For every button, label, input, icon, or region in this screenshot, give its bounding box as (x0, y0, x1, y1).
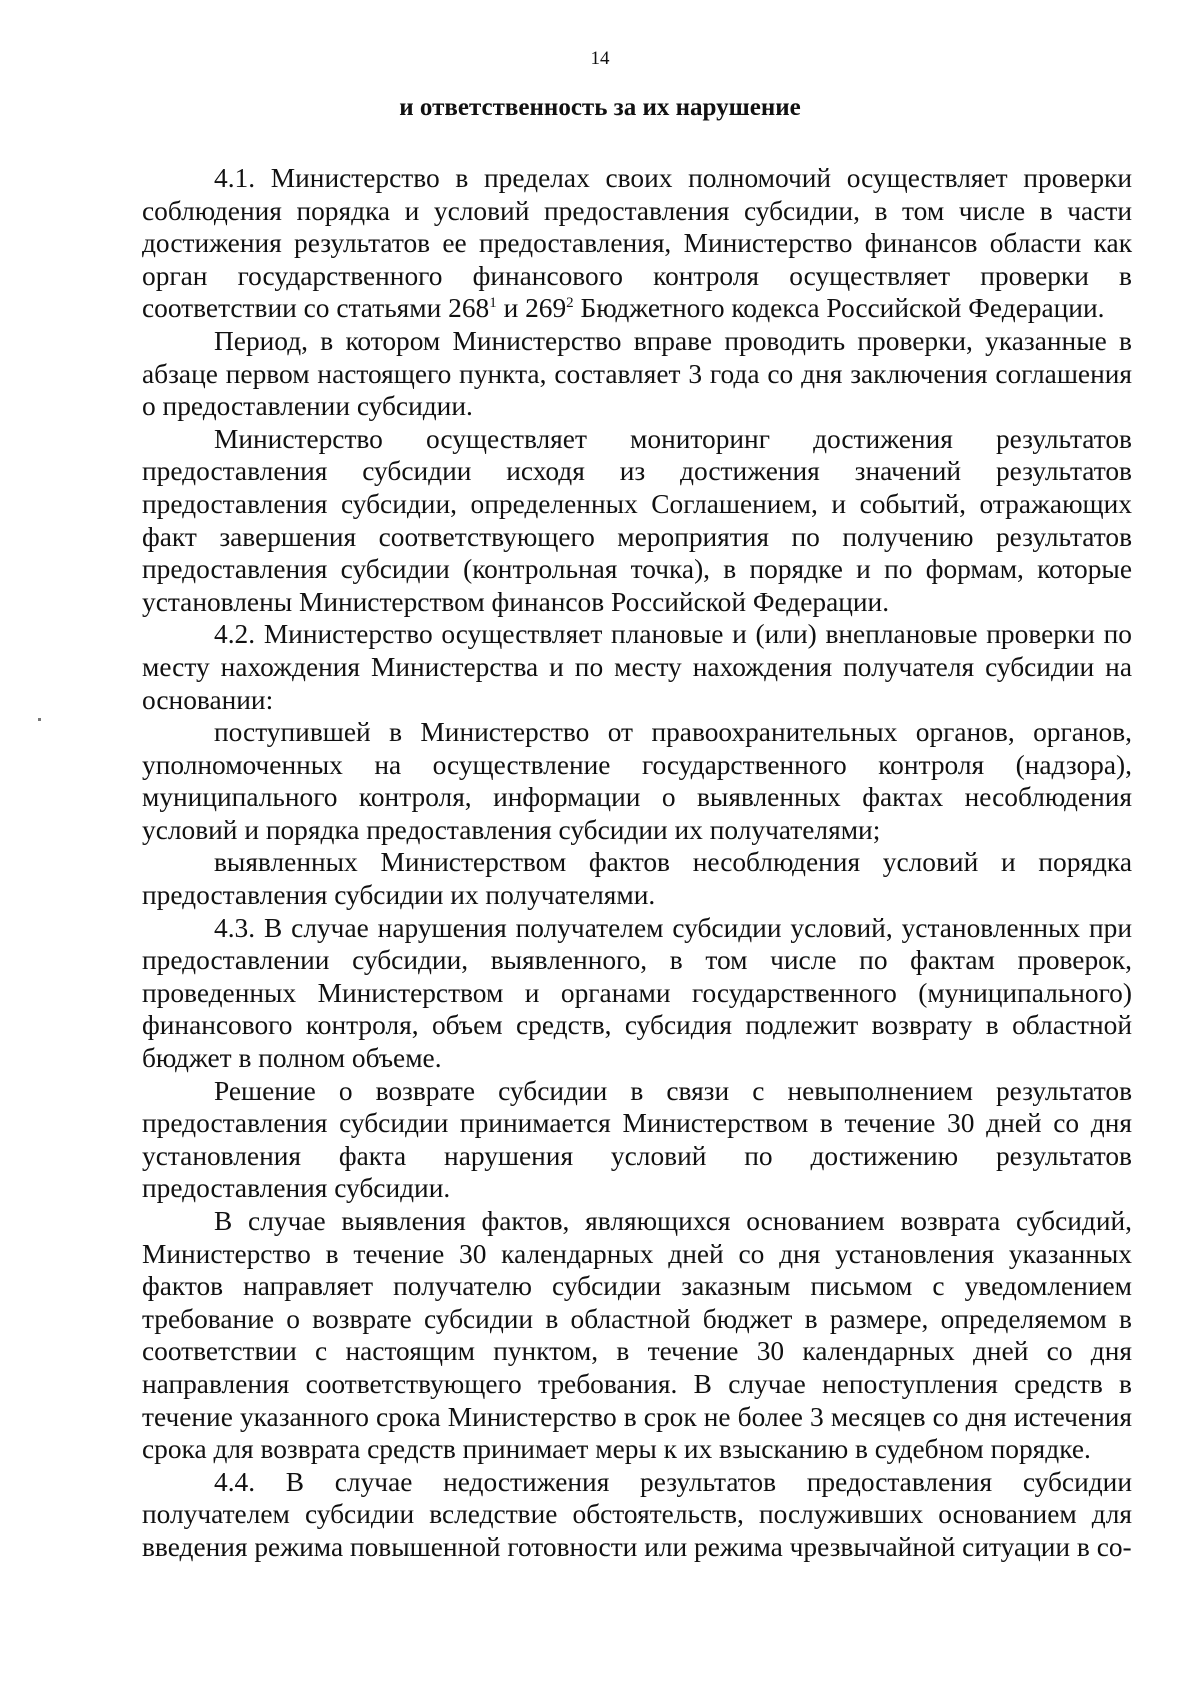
page-number: 14 (590, 48, 610, 69)
paragraph-text: Период, в котором Министерство вправе проводить проверки, указанные в абзаце первом настоящего пункта, составляет 3 года со дня заключения соглашения о предоставлении субсидии. (142, 325, 1132, 422)
paragraph (142, 618, 1132, 716)
paragraph-text: 4.4. В случае недостижения результатов предоставления субсидии получателем субсидии вследствие обстоятельств, послуживших основанием для введения режима повышенной готовности или режима чрезвычайной ситуации в со- (142, 1466, 1132, 1562)
scan-speck (38, 718, 41, 721)
paragraph-text: и 269 (496, 293, 567, 324)
paragraph (142, 716, 1132, 846)
paragraph-text: Решение о возврате субсидии в связи с невыполнением результатов предоставления субсидии принимается Министерством в течение 30 дней со дня установления факта нарушения условий по достижению результатов предоставления субсидии. (142, 1075, 1132, 1204)
paragraph (142, 1205, 1132, 1466)
paragraph (142, 846, 1132, 911)
section-heading: и ответственность за их нарушение (399, 94, 801, 121)
paragraph (142, 1466, 1132, 1564)
paragraph-text: поступившей в Министерство от правоохранительных органов, органов, уполномоченных на осуществление государственного контроля (надзора), муниципального контроля, информации о выявленных фактах несоблюдения условий и порядка предоставления субсидии их получателями; (142, 717, 1132, 845)
paragraph (142, 162, 1132, 325)
paragraph (142, 912, 1132, 1075)
paragraph-text: В случае выявления фактов, являющихся основанием возврата субсидий, Министерство в течение 30 календарных дней со дня установления указанных фактов направляет получателю субсидии заказным письмом с уведомлением требование о возврате субсидии в областной бюджет в размере, определяемом в соответствии с настоящим пунктом, в течение 30 календарных дней со дня направления соответствующего требования. В случае непоступления средств в течение указанного срока Министерство в срок не более 3 месяцев со дня истечения срока для возврата средств принимает меры к их взысканию в судебном порядке. (142, 1206, 1132, 1465)
paragraph-text: 4.1. Министерство в пределах своих полномочий осуществляет проверки соблюдения порядка и условий предоставления субсидии, в том числе в части достижения результатов ее предоставления, Министерство финансов области как орган государственного финансового контроля осуществляет проверки в соответствии со статьями 268 (142, 163, 1132, 324)
paragraph-text: 4.2. Министерство осуществляет плановые и (или) внеплановые проверки по месту нахождения Министерства и по месту нахождения получателя субсидии на основании: (142, 619, 1132, 715)
paragraph (142, 423, 1132, 619)
paragraph-text: Министерство осуществляет мониторинг достижения результатов предоставления субсидии исходя из достижения значений результатов предоставления субсидии, определенных Соглашением, и событий, отражающих факт завершения соответствующего мероприятия по получению результатов предоставления субсидии (контрольная точка), в порядке и по формам, которые установлены Министерством финансов Российской Федерации. (142, 423, 1132, 617)
paragraph-text: выявленных Министерством фактов несоблюдения условий и порядка предоставления субсидии их получателями. (142, 847, 1132, 911)
superscript: 2 (566, 295, 574, 312)
paragraph-text: Бюджетного кодекса Российской Федерации. (573, 293, 1105, 324)
document-body (142, 162, 1132, 1564)
paragraph (142, 325, 1132, 423)
paragraph (142, 1075, 1132, 1205)
paragraph-text: 4.3. В случае нарушения получателем субсидии условий, установленных при предоставлении субсидии, выявленного, в том числе по фактам проверок, проведенных Министерством и органами государственного (муниципального) финансового контроля, объем средств, субсидия подлежит возврату в областной бюджет в полном объеме. (142, 912, 1132, 1074)
superscript: 1 (489, 295, 497, 312)
